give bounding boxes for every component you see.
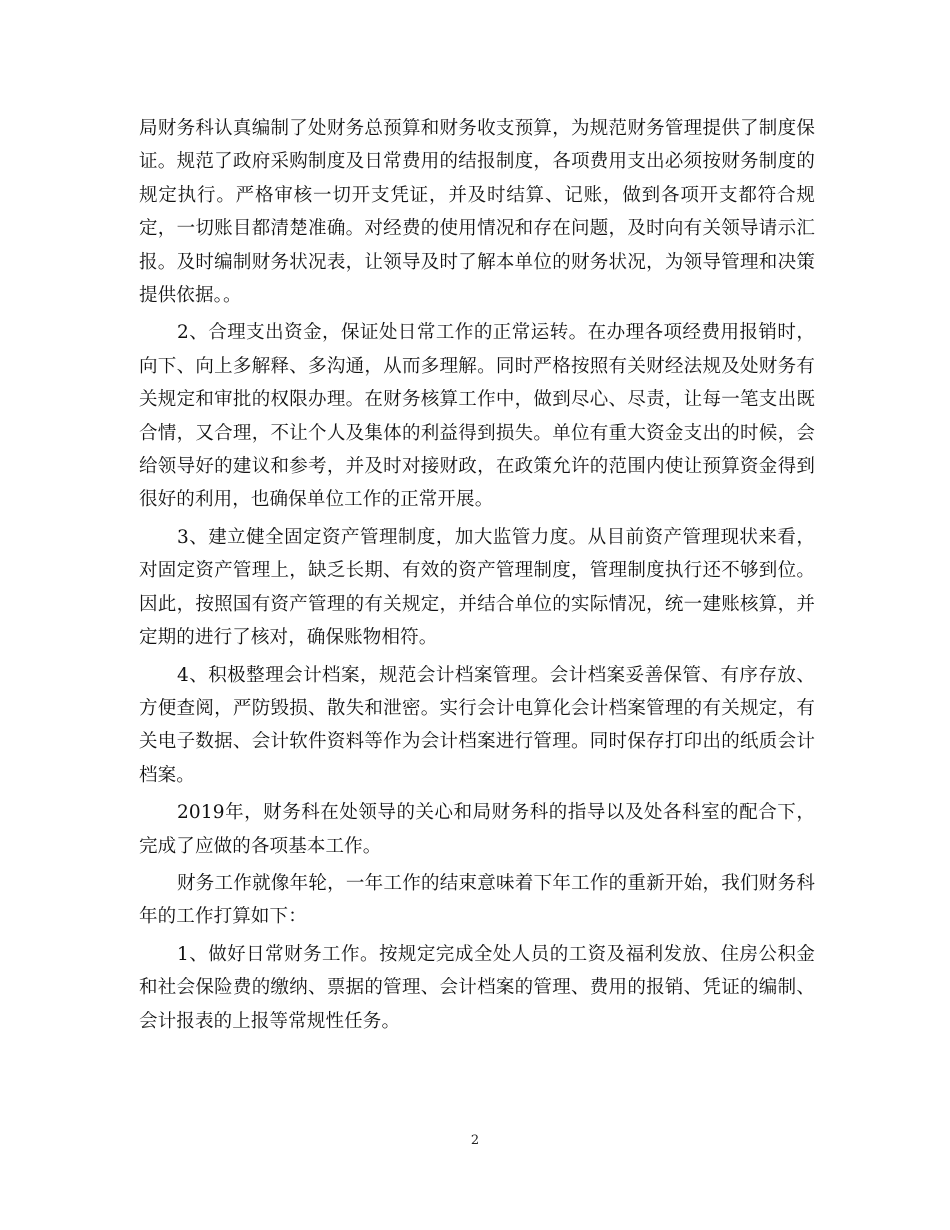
paragraph-1: 局财务科认真编制了处财务总预算和财务收支预算，为规范财务管理提供了制度保证。规范了政府采购制度及日常费用的结报制度，各项费用支出必须按财务制度的规定执行。严格审核一切开支凭证，并及时结算、记账，做到各项开支都符合规定，一切账目都清楚准确。对经费的使用情况和存在问题，及时向有关领导请示汇报。及时编制财务状况表，让领导及时了解本单位的财务状况，为领导管理和决策提供依据。。 xyxy=(139,118,815,307)
paragraph-2: 2、合理支出资金，保证处日常工作的正常运转。在办理各项经费用报销时，向下、向上多解释、多沟通，从而多理解。同时严格按照有关财经法规及处财务有关规定和审批的权限办理。在财务核算工作中，做到尽心、尽责，让每一笔支出既合情，又合理，不让个人及集体的利益得到损失。单位有重大资金支出的时候，会给领导好的建议和参考，并及时对接财政，在政策允许的范围内使让预算资金得到很好的利用，也确保单位工作的正常开展。 xyxy=(139,322,815,511)
page-number: 2 xyxy=(470,1133,480,1148)
paragraph-3: 3、建立健全固定资产管理制度，加大监管力度。从目前资产管理现状来看，对固定资产管理上，缺乏长期、有效的资产管理制度，管理制度执行还不够到位。因此，按照国有资产管理的有关规定，并结合单位的实际情况，统一建账核算，并定期的进行了核对，确保账物相符。 xyxy=(139,526,815,649)
paragraph-7: 1、做好日常财务工作。按规定完成全处人员的工资及福利发放、住房公积金和社会保险费的缴纳、票据的管理、会计档案的管理、费用的报销、凭证的编制、会计报表的上报等常规性任务。 xyxy=(139,943,815,1032)
paragraph-5: 2019年，财务科在处领导的关心和局财务科的指导以及处各科室的配合下，完成了应做的各项基本工作。 xyxy=(139,802,815,857)
paragraph-6: 财务工作就像年轮，一年工作的结束意味着下年工作的重新开始，我们财务科年的工作打算如下： xyxy=(139,872,815,928)
paragraph-4: 4、积极整理会计档案，规范会计档案管理。会计档案妥善保管、有序存放、方便查阅，严防毁损、散失和泄密。实行会计电算化会计档案管理的有关规定，有关电子数据、会计软件资料等作为会计档案进行管理。同时保存打印出的纸质会计档案。 xyxy=(139,664,815,786)
document-body xyxy=(139,112,815,1042)
